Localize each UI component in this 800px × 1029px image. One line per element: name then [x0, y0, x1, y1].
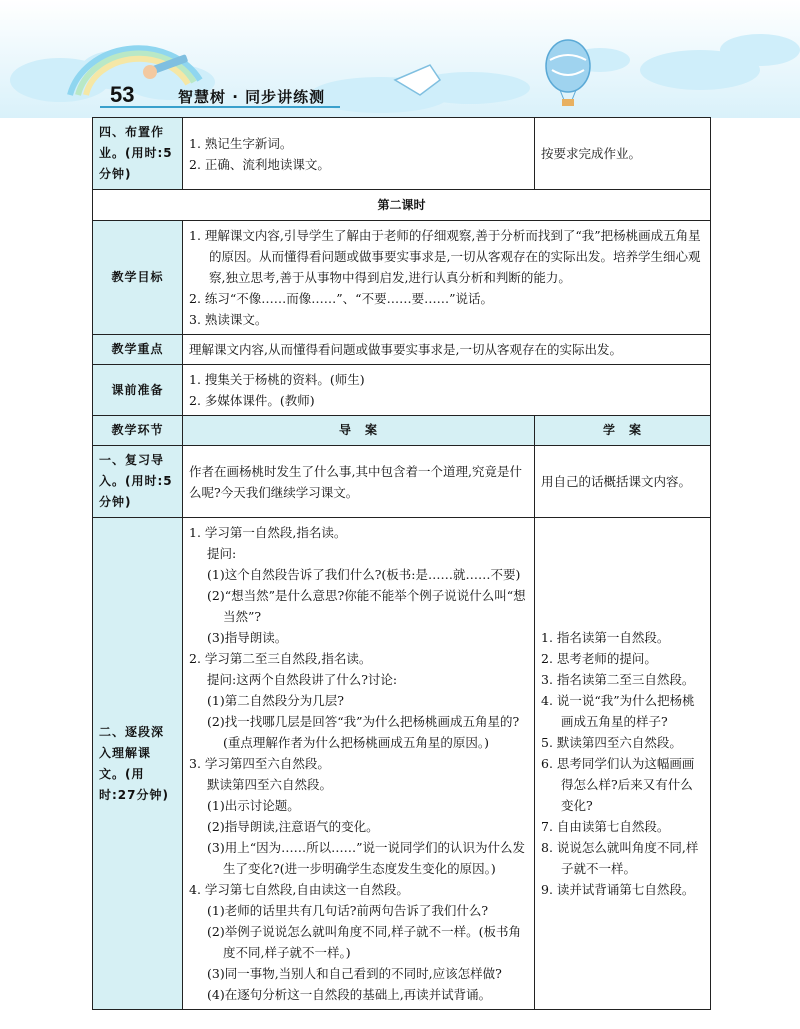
deep-guide	[183, 518, 535, 1010]
homework-study: 按要求完成作业。	[535, 118, 711, 190]
homework-label: 四、布置作业。(用时:5分钟)	[93, 118, 183, 190]
list-item: 3. 熟读课文。	[189, 312, 268, 327]
list-item: 6. 思考同学们认为这幅画画得怎么样?后来又有什么变化?	[541, 756, 695, 813]
list-item: (1)第二自然段分为几层?	[207, 693, 344, 708]
list-item: 7. 自由读第七自然段。	[541, 819, 670, 834]
table-row	[93, 190, 711, 221]
list-item: 2. 学习第二至三自然段,指名读。	[189, 651, 372, 666]
list-item: 1. 理解课文内容,引导学生了解由于老师的仔细观察,善于分析而找到了“我”把杨桃画成五角星的原因。从而懂得看问题或做事要实事求是,一切从客观存在的实际出发。培养学生细心观察,独立思考,善于从事物中得到启发,进行认真分析和判断的能力。	[189, 228, 701, 285]
list-item: 2. 思考老师的提问。	[541, 651, 657, 666]
list-item: (4)在逐句分析这一自然段的基础上,再读并试背诵。	[207, 987, 492, 1002]
list-item: 2. 多媒体课件。(教师)	[189, 393, 315, 408]
deep-label: 二、逐段深入理解课文。(用时:27分钟)	[93, 518, 183, 1010]
goals-label: 教学目标	[93, 221, 183, 335]
lesson-plan-table	[92, 117, 711, 1010]
homework-guide	[183, 118, 535, 190]
book-title: 智慧树 · 同步讲练测	[178, 88, 326, 106]
list-item: 1. 熟记生字新词。	[189, 135, 293, 151]
list-item: (1)出示讨论题。	[207, 798, 300, 813]
column-header-study: 学 案	[535, 416, 711, 446]
list-item: 1. 学习第一自然段,指名读。	[189, 525, 347, 540]
table-row	[93, 221, 711, 335]
page-number: 53	[110, 82, 135, 107]
key-points-content: 理解课文内容,从而懂得看问题或做事要实事求是,一切从客观存在的实际出发。	[183, 335, 711, 365]
prep-content	[183, 365, 711, 416]
list-item: 3. 学习第四至六自然段。	[189, 756, 330, 771]
list-item: 2. 正确、流利地读课文。	[189, 156, 330, 172]
list-item: 9. 读并试背诵第七自然段。	[541, 882, 695, 897]
list-item: (2)找一找哪几层是回答“我”为什么把杨桃画成五角星的?(重点理解作者为什么把杨桃画成五角星的原因。)	[207, 714, 520, 750]
table-row	[93, 446, 711, 518]
list-item: 5. 默读第四至六自然段。	[541, 735, 682, 750]
column-header-stage: 教学环节	[93, 416, 183, 446]
list-item: 2. 练习“不像……而像……”、“不要……要……”说话。	[189, 291, 493, 306]
review-guide: 作者在画杨桃时发生了什么事,其中包含着一个道理,究竟是什么呢?今天我们继续学习课文。	[183, 446, 535, 518]
list-item: 默读第四至六自然段。	[207, 777, 333, 792]
list-item: (2)“想当然”是什么意思?你能不能举个例子说说什么叫“想当然”?	[207, 588, 526, 624]
table-row	[93, 518, 711, 1010]
list-item: (3)同一事物,当别人和自己看到的不同时,应该怎样做?	[207, 966, 502, 981]
list-item: 4. 学习第七自然段,自由读这一自然段。	[189, 882, 409, 897]
page-header	[0, 0, 800, 118]
list-item: (3)指导朗读。	[207, 630, 288, 645]
list-item: 1. 指名读第一自然段。	[541, 630, 670, 645]
prep-label: 课前准备	[93, 365, 183, 416]
list-item: (1)这个自然段告诉了我们什么?(板书:是……就……不要)	[207, 567, 521, 582]
table-row	[93, 365, 711, 416]
list-item: (2)指导朗读,注意语气的变化。	[207, 819, 379, 834]
list-item: 4. 说一说“我”为什么把杨桃画成五角星的样子?	[541, 693, 695, 729]
list-item: 8. 说说怎么就叫角度不同,样子就不一样。	[541, 840, 699, 876]
column-header-guide: 导 案	[183, 416, 535, 446]
table-header-row	[93, 416, 711, 446]
list-item: 1. 搜集关于杨桃的资料。(师生)	[189, 372, 365, 387]
list-item: 提问:	[207, 546, 237, 561]
deep-study	[535, 518, 711, 1010]
review-label: 一、复习导入。(用时:5分钟)	[93, 446, 183, 518]
list-item: (3)用上“因为……所以……”说一说同学们的认识为什么发生了变化?(进一步明确学生态度发生变化的原因。)	[207, 840, 525, 876]
second-lesson-heading: 第二课时	[93, 190, 711, 221]
review-study: 用自己的话概括课文内容。	[535, 446, 711, 518]
table-row	[93, 118, 711, 190]
list-item: (2)举例子说说怎么就叫角度不同,样子就不一样。(板书角度不同,样子就不一样。)	[207, 924, 522, 960]
list-item: 3. 指名读第二至三自然段。	[541, 672, 695, 687]
table-row	[93, 335, 711, 365]
key-points-label: 教学重点	[93, 335, 183, 365]
list-item: 提问:这两个自然段讲了什么?讨论:	[207, 672, 398, 687]
list-item: (1)老师的话里共有几句话?前两句告诉了我们什么?	[207, 903, 489, 918]
goals-content	[183, 221, 711, 335]
